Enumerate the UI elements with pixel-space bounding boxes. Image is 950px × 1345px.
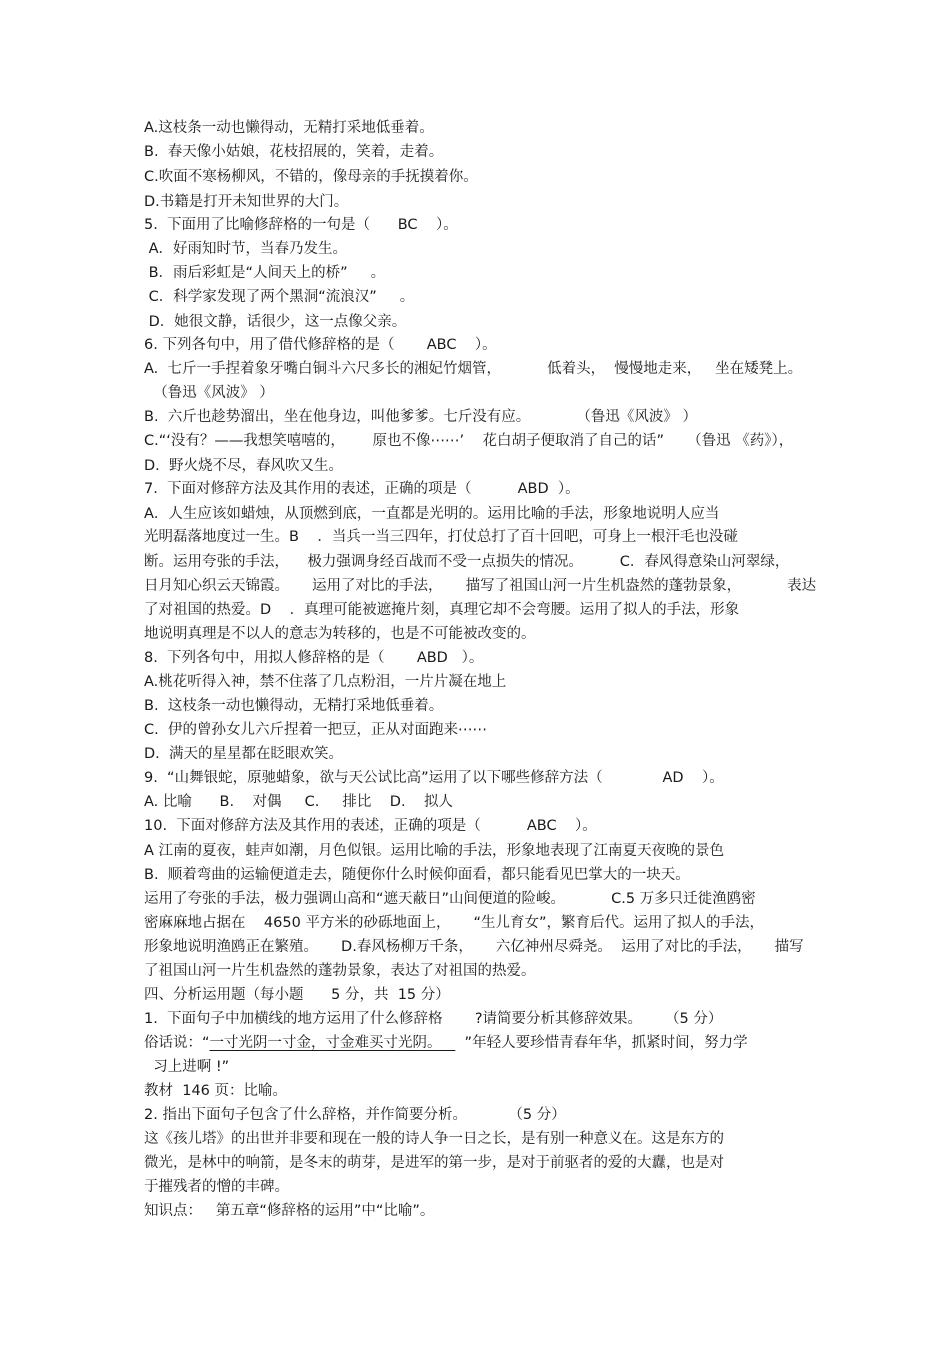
text-line: C. 伊的曾孙女儿六斤捏着一把豆，正从对面跑来⋯⋯ (144, 722, 487, 738)
text-line: 光明磊落地度过一生。B ．当兵一当三四年，打仗总打了百十回吧，可身上一根汗毛也没碰 (144, 529, 738, 545)
text-line: 了对祖国的热爱。D ．真理可能被遮掩片刻，真理它却不会弯腰。运用了拟人的手法，形象 (144, 602, 740, 618)
text-line: 1. 下面句子中加横线的地方运用了什么修辞格 ?请简要分析其修辞效果。 （5 分） (144, 1011, 723, 1027)
text-line: B．雨后彩虹是“人间天上的桥” 。 (144, 265, 386, 281)
text-line: B. 这枝条一动也懒得动，无精打采地低垂着。 (144, 698, 444, 714)
text-line: 9. “山舞银蛇，原驰蜡象，欲与天公试比高”运用了以下哪些修辞方法（ AD ）。 (144, 770, 724, 786)
text-segment: 俗话说：“ (144, 1035, 210, 1051)
text-line: B. 六斤也趁势溜出，坐在他身边，叫他爹爹。七斤没有应。 （鲁迅《风波》 ） (144, 409, 697, 425)
text-line: C．科学家发现了两个黑洞“流浪汉” 。 (144, 289, 415, 305)
text-line: 运用了夸张的手法，极力强调山高和“遮天蔽日”山间便道的险峻。 C.5 万多只迁徙渔鸥密 (144, 891, 756, 907)
text-line: A 江南的夏夜，蛙声如潮，月色似银。运用比喻的手法，形象地表现了江南夏天夜晚的景色 (144, 843, 725, 859)
text-line: 5. 下面用了比喻修辞格的一句是（ BC ）。 (144, 217, 458, 233)
text-line: 形象地说明渔鸥正在繁殖。 D.春风杨柳万千条， 六亿神州尽舜尧。 运用了对比的手法， 描写 (144, 939, 804, 955)
text-line: A. 七斤一手捏着象牙嘴白铜斗六尺多长的湘妃竹烟管， 低着头， 慢慢地走来， 坐在矮凳上。 (144, 361, 803, 377)
text-line: 日月知心织云天锦霞。 运用了对比的手法， 描写了祖国山河一片生机盎然的蓬勃景象， 表达 (144, 578, 817, 594)
text-line: 断。运用夸张的手法， 极力强调身经百战而不受一点损失的情况。 C．春风得意染山河翠绿， (144, 554, 790, 570)
text-line: 知识点： 第五章“修辞格的运用”中“比喻”。 (144, 1203, 435, 1219)
text-line: 习上进啊 !” (144, 1059, 230, 1075)
text-line: 了祖国山河一片生机盎然的蓬勃景象，表达了对祖国的热爱。 (144, 963, 536, 979)
text-line: D．她很文静，话很少，这一点像父亲。 (144, 314, 407, 330)
text-line: A．人生应该如蜡烛，从顶燃到底，一直都是光明的。运用比喻的手法，形象地说明人应当 (144, 506, 720, 522)
text-line: 10. 下面对修辞方法及其作用的表述，正确的项是（ ABC ）。 (144, 818, 597, 834)
text-line: C.“‘没有？——我想笑嘻嘻的， 原也不像⋯⋯’ 花白胡子便取消了自己的话” （鲁迅 《药》）， (144, 433, 794, 449)
text-line: 7. 下面对修辞方法及其作用的表述，正确的项是（ ABD ）。 (144, 481, 580, 497)
text-line: D.书籍是打开未知世界的大门。 (144, 194, 349, 210)
underlined-phrase: 一寸光阴一寸金，寸金难买寸光阴。 (209, 1035, 456, 1051)
text-line: 8. 下列各句中，用拟人修辞格的是（ ABD ）。 (144, 650, 484, 666)
text-line: A. 比喻 B. 对偶 C. 排比 D. 拟人 (144, 794, 454, 810)
text-line: 四、分析运用题（每小题 5 分，共 15 分） (144, 987, 450, 1003)
text-line: A.桃花听得入神，禁不住落了几点粉泪，一片片凝在地上 (144, 674, 507, 690)
text-line: B. 春天像小姑娘，花枝招展的，笑着，走着。 (144, 144, 444, 160)
text-line: 密麻麻地占据在 4650 平方米的砂砾地面上， “生儿育女”，繁育后代。运用了拟人的手法， (144, 915, 765, 931)
text-line: D. 野火烧不尽，春风吹又生。 (144, 458, 343, 474)
text-line: 地说明真理是不以人的意志为转移的，也是不可能被改变的。 (144, 626, 536, 642)
text-line: C.吹面不寒杨柳风，不错的，像母亲的手抚摸着你。 (144, 169, 478, 185)
text-line: 6. 下列各句中，用了借代修辞格的是（ ABC ）。 (144, 337, 497, 353)
text-line: D. 满天的星星都在眨眼欢笑。 (144, 746, 343, 762)
text-line: A.这枝条一动也懒得动，无精打采地低垂着。 (144, 120, 434, 136)
text-line: 这《孩儿塔》的出世并非要和现在一般的诗人争一日之长，是有别一种意义在。这是东方的 (144, 1131, 724, 1147)
text-segment: ”年轻人要珍惜青春年华，抓紧时间，努力学 (455, 1035, 748, 1051)
text-line: B. 顺着弯曲的运输便道走去，随便你什么时候仰面看，都只能看见巴掌大的一块天。 (144, 867, 690, 883)
text-line: 2. 指出下面句子包含了什么辞格，并作简要分析。 （5 分） (144, 1107, 566, 1123)
text-line-underlined (144, 1034, 748, 1052)
text-line: 微光，是林中的响箭，是冬末的萌芽，是进军的第一步，是对于前驱者的爱的大纛，也是对 (144, 1155, 724, 1171)
text-line: A．好雨知时节，当春乃发生。 (144, 241, 348, 257)
text-line: 于摧残者的憎的丰碑。 (144, 1179, 289, 1195)
text-line: （鲁迅《风波》 ） (144, 385, 274, 401)
text-line: 教材 146 页：比喻。 (144, 1083, 288, 1099)
